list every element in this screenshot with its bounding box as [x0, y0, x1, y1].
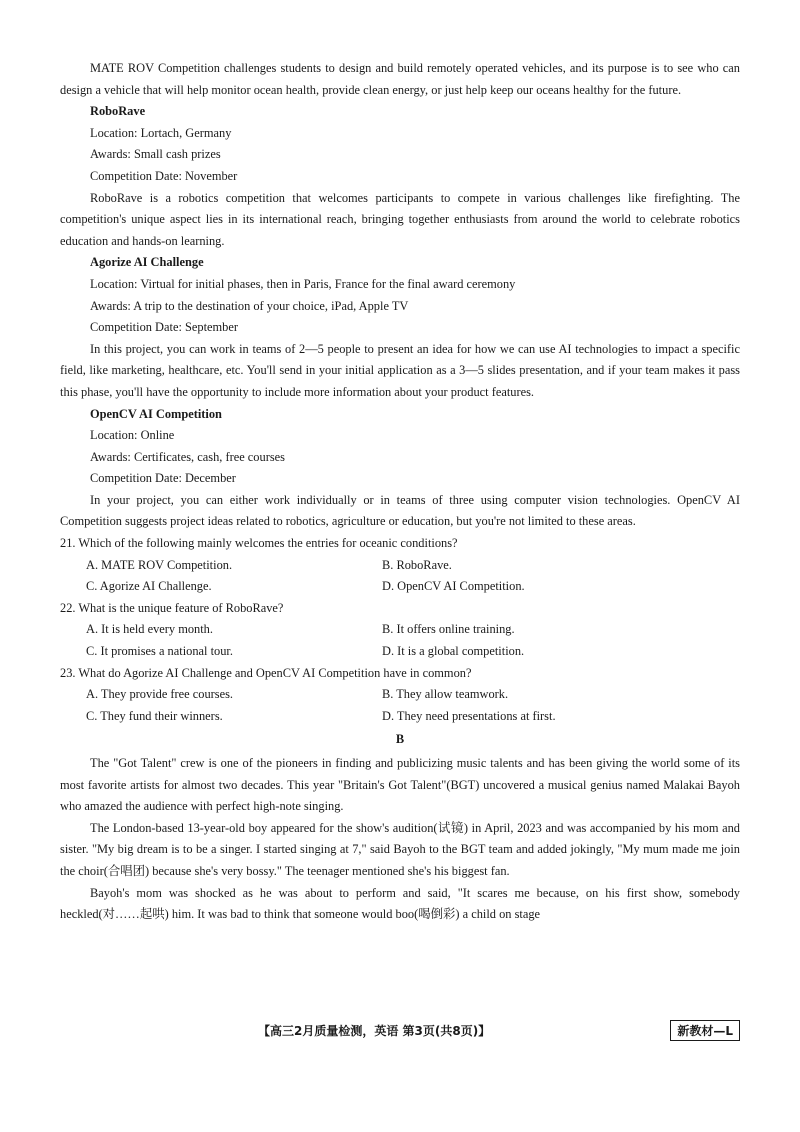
agorize-name: Agorize AI Challenge [90, 255, 204, 270]
question-22-options-row2 [60, 641, 740, 663]
question-21-options-row1 [60, 555, 740, 577]
footer-page-info: 【高三2月质量检测，英语 第3页(共8页)】 [258, 1024, 491, 1038]
opencv-location: Location: Online [90, 428, 175, 443]
question-23-options-row2 [60, 706, 740, 728]
agorize-awards: Awards: A trip to the destination of your choice, iPad, Apple TV [90, 298, 409, 313]
agorize-location: Location: Virtual for initial phases, then in Paris, France for the final award ceremony [90, 276, 516, 291]
passage-b-p2: The London-based 13-year-old boy appeared for the show's audition(试镜) in April, 2023 and was accompanied by his mom and sister. "My big dream is to be a singer. I started singing at 7," said Bayoh to the BGT team and added jokingly, "My mum made me join the choir(合唱团) because she's very bossy." The teenager mentioned she's his biggest fan. [60, 820, 740, 878]
footer-edition-badge: 新教材—L [670, 1020, 740, 1041]
opencv-desc: In your project, you can either work individually or in teams of three using computer vision technologies. OpenCV AI Competition suggests project ideas related to robotics, agriculture or education, but you're not limited to these areas. [60, 492, 740, 529]
q23-option-a[interactable]: A. They provide free courses. [86, 687, 234, 702]
passage-a-intro: MATE ROV Competition challenges students to design and build remotely operated vehicles, and its purpose is to see who can design a vehicle that will help monitor ocean health, provide clean energy, or just help keep our oceans healthy for the future. [60, 61, 740, 97]
opencv-date: Competition Date: December [90, 471, 236, 486]
q22-option-d[interactable]: D. It is a global competition. [382, 644, 525, 659]
robo-name: RoboRave [90, 104, 146, 119]
opencv-awards: Awards: Certificates, cash, free courses [90, 449, 285, 464]
q23-option-b[interactable]: B. They allow teamwork. [382, 687, 509, 702]
robo-location: Location: Lortach, Germany [90, 125, 232, 140]
agorize-date: Competition Date: September [90, 320, 238, 335]
question-21: 21. Which of the following mainly welcomes the entries for oceanic conditions? [60, 536, 458, 551]
question-23: 23. What do Agorize AI Challenge and OpenCV AI Competition have in common? [60, 665, 472, 680]
q21-option-a[interactable]: A. MATE ROV Competition. [86, 557, 233, 572]
question-21-options-row2 [60, 576, 740, 598]
question-23-options-row1 [60, 684, 740, 706]
section-b-label: B [395, 732, 405, 747]
q21-option-d[interactable]: D. OpenCV AI Competition. [382, 579, 525, 594]
page-footer [60, 1020, 740, 1044]
agorize-desc: In this project, you can work in teams of 2—5 people to present an idea for how we can use AI technologies to impact a specific field, like marketing, healthcare, etc. You'll send in your initial application as a 3—5 slides presentation, and if your team makes it pass this phase, you'll have the opportunity to include more information about your product features. [60, 341, 740, 399]
q23-option-d[interactable]: D. They need presentations at first. [382, 708, 556, 723]
passage-b-p1: The "Got Talent" crew is one of the pioneers in finding and publicizing music talents and has been giving the world some of its most favorite artists for almost two decades. This year "Britain's Got Talent"(BGT) uncovered a musical genius named Malakai Bayoh who amazed the audience with perfect high-note singing. [60, 756, 740, 814]
document-body [60, 58, 740, 926]
opencv-name: OpenCV AI Competition [90, 406, 222, 421]
passage-b-p3: Bayoh's mom was shocked as he was about to perform and said, "It scares me because, on his first show, somebody heckled(对……起哄) him. It was bad to think that someone would boo(喝倒彩) a child on stage [60, 885, 740, 922]
q21-option-c[interactable]: C. Agorize AI Challenge. [86, 579, 212, 594]
robo-awards: Awards: Small cash prizes [90, 147, 221, 162]
question-22-options-row1 [60, 619, 740, 641]
q22-option-c[interactable]: C. It promises a national tour. [86, 644, 233, 659]
q21-option-b[interactable]: B. RoboRave. [382, 557, 452, 572]
q23-option-c[interactable]: C. They fund their winners. [86, 708, 223, 723]
robo-desc: RoboRave is a robotics competition that welcomes participants to compete in various challenges like firefighting. The competition's unique aspect lies in its international reach, bringing together enthusiasts from around the world to celebrate robotics education and hands-on learning. [60, 190, 740, 248]
robo-date: Competition Date: November [90, 168, 238, 183]
q22-option-b[interactable]: B. It offers online training. [382, 622, 515, 637]
question-22: 22. What is the unique feature of RoboRave? [60, 600, 284, 615]
q22-option-a[interactable]: A. It is held every month. [86, 622, 213, 637]
